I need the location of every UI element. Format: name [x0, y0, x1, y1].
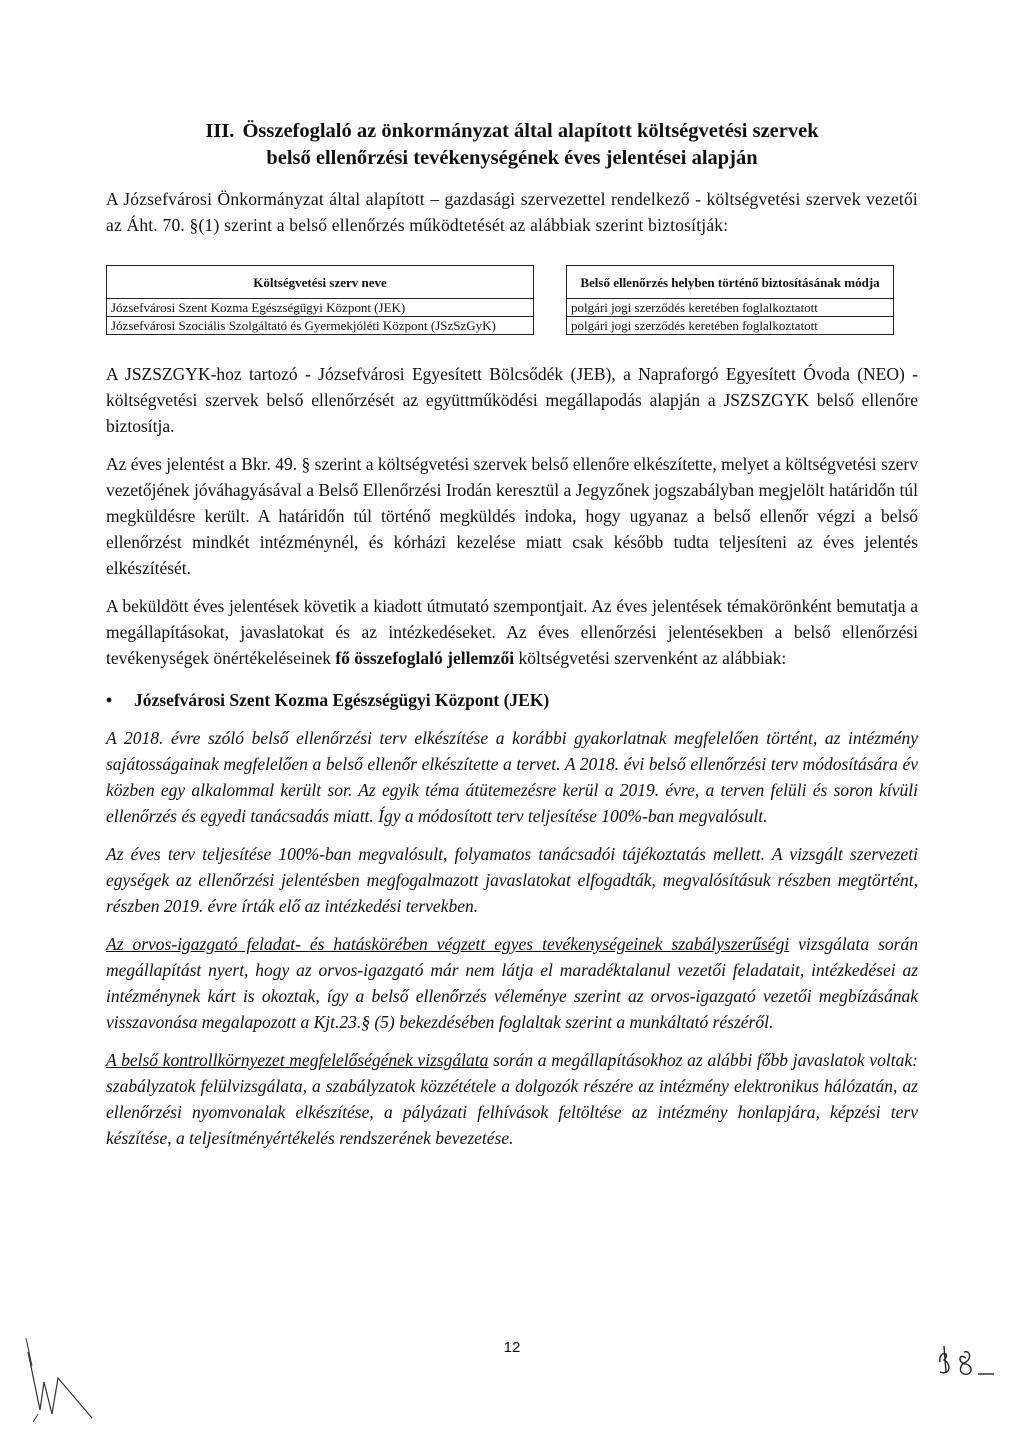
col2-header: Belső ellenőrzés helyben történő biztosításának módja — [567, 266, 894, 299]
jszszgyk-paragraph: A JSZSZGYK-hoz tartozó - Józsefvárosi Egyesített Bölcsődék (JEB), a Napraforgó Egyesített Óvoda (NEO) - költségvetési szervek belső ellenőrzését az együttműködési megállapodás alapján a JSZSZGYK belső ellenőre biztosítja. — [106, 364, 918, 436]
page-number: 12 — [503, 1339, 521, 1356]
table-header-row — [107, 266, 894, 299]
summary-paragraph — [106, 593, 918, 671]
table-row — [107, 299, 894, 317]
bullet-dot-icon: • — [106, 690, 113, 710]
italic-paragraph-fulfilment: Az éves terv teljesítése 100%-ban megvalósult, folyamatos tanácsadói tájékoztatás mellett. A vizsgált szervezeti egységek az ellenőrzési jelentésben megfogalmazott javaslatokat elfogadták, megvalósításuk részben megtörtént, részben 2019. évre írták elő az intézkedési tervekben. — [106, 844, 918, 916]
document-page — [106, 118, 918, 1151]
table-cell-mode: polgári jogi szerződés keretében foglalkoztatott — [567, 317, 894, 335]
intro-paragraph: A Józsefvárosi Önkormányzat által alapított – gazdasági szervezettel rendelkező - költségvetési szervek vezetői az Áht. 70. §(1) szerint a belső ellenőrzés működtetését az alábbiak szerint biztosítják: — [106, 189, 918, 235]
summary-text: A beküldött éves jelentések követik a kiadott útmutató szempontjait. Az éves jelentések témakörönként bemutatja a megállapításokat, javaslatokat és az intézkedéseket. Az éves ellenőrzési jelentésekben a belső ellenőrzési tevékenységek önértékeléseinek — [106, 596, 918, 668]
col1-header: Költségvetési szerv neve — [107, 266, 534, 299]
table-spacer — [534, 299, 567, 317]
italic-paragraph-plan: A 2018. évre szóló belső ellenőrzési terv elkészítése a korábbi gyakorlatnak megfelelően történt, az intézmény sajátosságainak megfelelően a belső ellenőr elkészítette a tervet. A 2018. évi belső ellenőrzési terv módosítására év közben egy alkalommal került sor. Az egyik téma átütemezésre kerül a 2019. évre, a terven felüli és soron kívüli ellenőrzés és egyedi tanácsadás miatt. Így a módosított terv teljesítése 100%-ban megvalósult. — [106, 728, 918, 826]
table-cell-mode: polgári jogi szerződés keretében foglalkoztatott — [567, 299, 894, 317]
bullet-item-jek — [106, 687, 918, 713]
italic-paragraph-director — [106, 931, 918, 1035]
section-heading — [106, 118, 918, 172]
heading-line-2: belső ellenőrzési tevékenységének éves jelentései alapján — [266, 147, 758, 169]
table-row — [107, 317, 894, 335]
control-underlined: A belső kontrollkörnyezet megfelelőségének vizsgálata — [106, 1050, 489, 1070]
heading-line-1: Összefoglaló az önkormányzat által alapított költségvetési szervek — [242, 120, 819, 142]
table-cell-name: Józsefvárosi Szent Kozma Egészségügyi Központ (JEK) — [107, 299, 534, 317]
table-cell-name: Józsefvárosi Szociális Szolgáltató és Gyermekjóléti Központ (JSzSzGyK) — [107, 317, 534, 335]
annual-report-paragraph: Az éves jelentést a Bkr. 49. § szerint a költségvetési szervek belső ellenőre elkészítette, melyet a költségvetési szerv vezetőjének jóváhagyásával a Belső Ellenőrzési Irodán keresztül a Jegyzőnek jogszabályban megjelölt határidőn túl megküldésre került. A határidőn túl történő megküldés indoka, hogy ugyanaz a belső ellenőr végzi a belső ellenőrzést mindkét intézménynél, és kórházi kezelése miatt csak később tudta teljesíteni az éves jelentés elkészítését. — [106, 454, 918, 578]
table-spacer — [534, 317, 567, 335]
table-spacer — [534, 266, 567, 299]
control-rest: során a megállapításokhoz az alábbi főbb javaslatok voltak: szabályzatok felülvizsgálata, a szabályzatok közzététele a dolgozók részére az intézmény elektronikus hálózatán, az ellenőrzési nyomvonalak elkészítése, a pályázati felhívások feltöltése az intézmény honlapjára, képzési terv készítése, a teljesítményértékelés rendszerének bevezetése. — [106, 1050, 919, 1148]
summary-tail: költségvetési szervenként az alábbiak: — [514, 648, 787, 668]
budget-bodies-table — [106, 265, 894, 335]
director-rest: vizsgálata során megállapítást nyert, hogy az orvos-igazgató már nem látja el maradéktalanul vezetői feladatait, intézkedései az intézménynek kárt is okoztak, így a belső ellenőrzés véleménye szerint az orvos-igazgató vezetői megbízásának visszavonása megalapozott a Kjt.23.§ (5) bekezdésében foglaltak szerint a munkáltató részéről. — [106, 934, 918, 1032]
italic-paragraph-control — [106, 1047, 918, 1151]
signature-icon — [22, 1332, 102, 1422]
section-number: III. — [205, 120, 235, 142]
bullet-title: Józsefvárosi Szent Kozma Egészségügyi Központ (JEK) — [134, 690, 550, 710]
director-underlined: Az orvos-igazgató feladat- és hatáskörében végzett egyes tevékenységeinek szabályszerűségi — [106, 934, 790, 954]
handwritten-page-mark-icon — [930, 1340, 1000, 1380]
summary-bold: fő összefoglaló jellemzői — [335, 648, 515, 668]
